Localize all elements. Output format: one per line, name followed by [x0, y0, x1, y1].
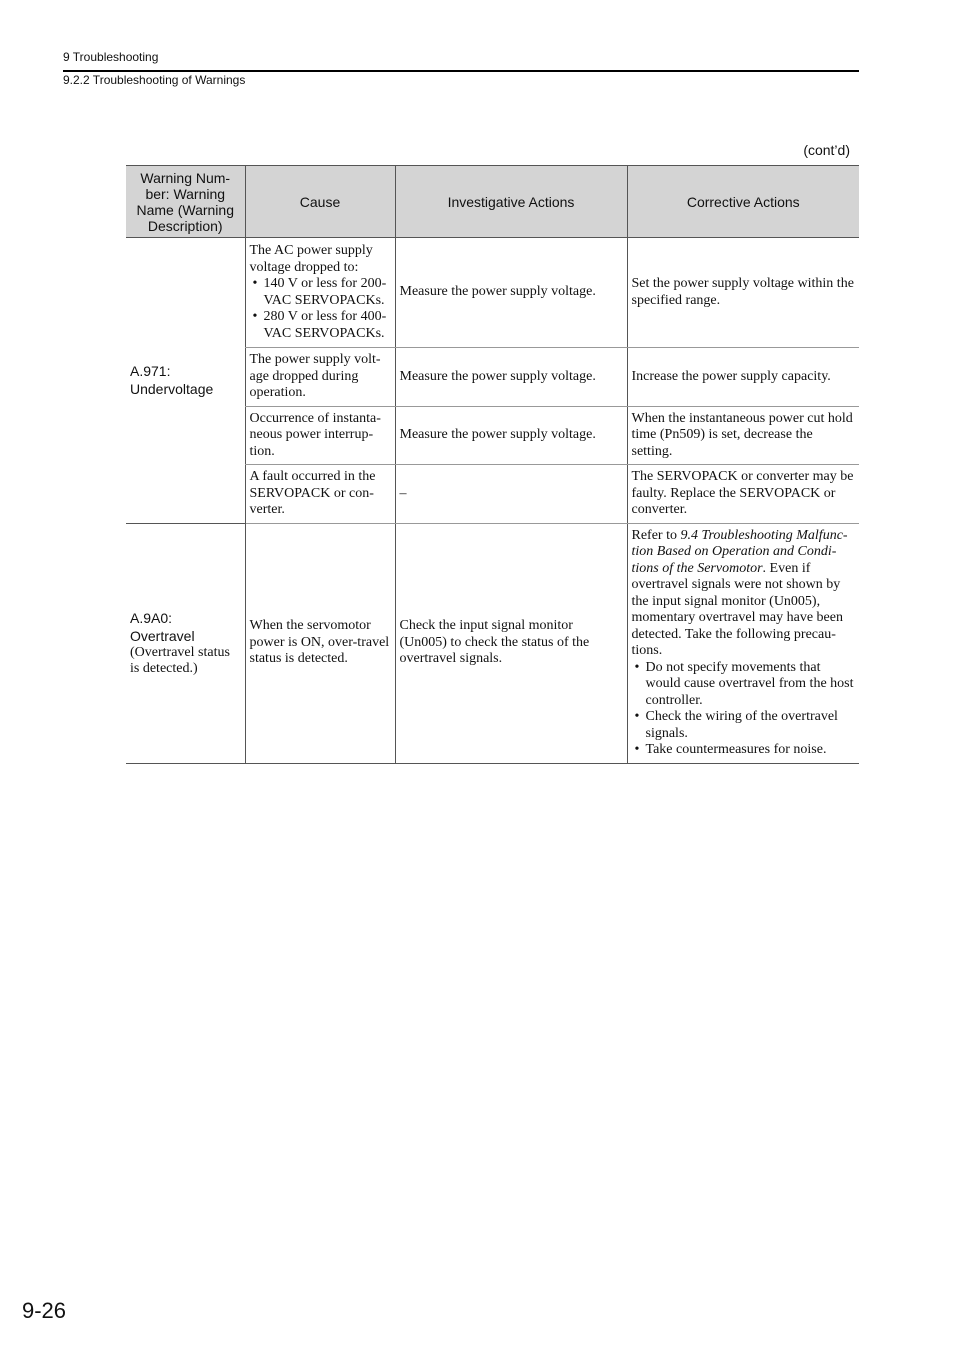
cause-cell: When the servomotor power is ON, over-travel status is detected. — [245, 523, 395, 763]
header-rule — [63, 70, 859, 72]
cause-cell — [245, 238, 395, 348]
corrective-cell: Set the power supply voltage within the specified range. — [627, 238, 859, 348]
warning-cell-undervoltage — [126, 238, 245, 524]
column-header-corrective: Corrective Actions — [627, 166, 859, 238]
warning-name: Overtravel — [130, 627, 195, 644]
warnings-table — [126, 165, 859, 764]
section-header: 9.2.2 Troubleshooting of Warnings — [63, 73, 246, 87]
investigative-cell: Check the input signal monitor (Un005) to check the status of the overtravel signals. — [395, 523, 627, 763]
table-header-row — [126, 166, 859, 238]
corrective-cell: The SERVOPACK or converter may be faulty. Replace the SERVOPACK or converter. — [627, 465, 859, 524]
cause-text: The AC power supply voltage dropped to: — [249, 243, 373, 275]
chapter-header: 9 Troubleshooting — [63, 50, 159, 64]
page-number: 9-26 — [22, 1298, 67, 1323]
list-item: • Take countermeasures for noise. — [632, 742, 856, 759]
cause-cell: The power supply volt-age dropped during operation. — [245, 348, 395, 407]
corrective-text-pre: Refer to — [631, 527, 681, 543]
column-header-investigative: Investigative Actions — [395, 166, 627, 238]
table-row — [126, 238, 859, 348]
corrective-cell: When the instantaneous power cut hold time (Pn509) is set, decrease the setting. — [627, 406, 859, 465]
cause-cell: Occurrence of instanta-neous power interrup-tion. — [245, 406, 395, 465]
corrective-cell: Increase the power supply capacity. — [627, 348, 859, 407]
warning-description: (Overtravel status is detected.) — [130, 644, 230, 676]
column-header-cause: Cause — [245, 166, 395, 238]
list-item: • Check the wiring of the overtravel signals. — [632, 709, 856, 742]
warning-cell-overtravel — [126, 523, 245, 763]
column-header-warning: Warning Num-ber: Warning Name (Warning Description) — [126, 166, 245, 238]
warning-name: Undervoltage — [130, 381, 214, 398]
table-row — [126, 523, 859, 763]
corrective-text — [632, 528, 856, 660]
list-item: • 140 V or less for 200-VAC SERVOPACKs. — [250, 276, 391, 309]
warning-code: A.9A0: — [130, 609, 173, 626]
list-item: • 280 V or less for 400-VAC SERVOPACKs. — [250, 309, 391, 342]
cross-reference: 9.4 Troubleshooting Malfunc-tion Based on Operation and Condi-tions of the Servomotor — [631, 527, 848, 576]
cause-bullet-list — [250, 276, 391, 342]
list-item: • Do not specify movements that would cause overtravel from the host controller. — [632, 660, 856, 710]
corrective-cell — [627, 523, 859, 763]
continued-label: (cont’d) — [803, 142, 850, 158]
investigative-cell: Measure the power supply voltage. — [395, 348, 627, 407]
corrective-bullet-list — [632, 660, 856, 759]
corrective-text-post: . Even if overtravel signals were not shown by the input signal monitor (Un005), momentary overtravel may have been detected. Take the following precau-tions. — [631, 560, 843, 658]
cause-cell: A fault occurred in the SERVOPACK or con-verter. — [245, 465, 395, 524]
warning-code: A.971: — [130, 363, 171, 380]
investigative-cell: Measure the power supply voltage. — [395, 406, 627, 465]
investigative-cell: – — [395, 465, 627, 524]
investigative-cell: Measure the power supply voltage. — [395, 238, 627, 348]
